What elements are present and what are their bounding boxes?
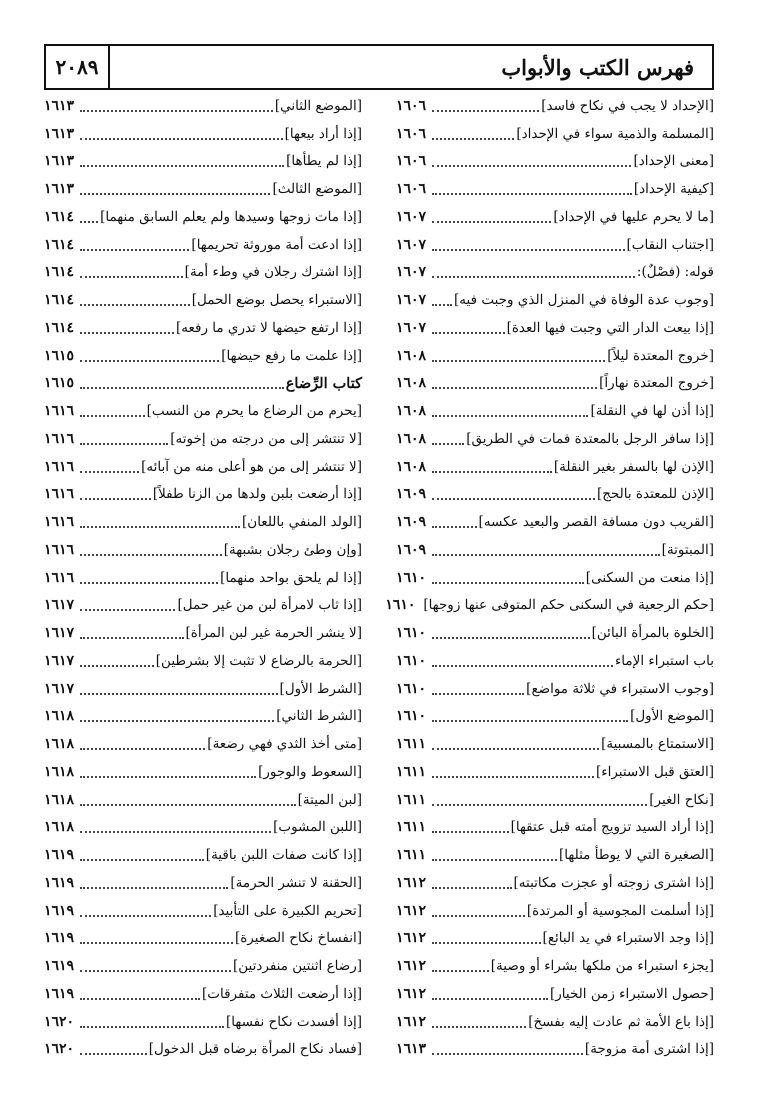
dot-leader (80, 138, 283, 140)
index-entry (44, 342, 362, 370)
entry-title: [إذا أراد بيعها] (284, 125, 362, 142)
index-entry (44, 175, 362, 203)
dot-leader (432, 748, 599, 750)
entry-title: [تحريم الكبيرة على التأبيد] (213, 902, 362, 919)
index-entry (44, 481, 362, 509)
entry-page-number: ١٦١٨ (44, 763, 75, 780)
dot-leader (80, 526, 240, 528)
entry-title: [لا تنتشر إلى من هو أعلى منه من آبائه] (141, 458, 362, 475)
entry-title: [اللبن المشوب] (273, 819, 362, 836)
index-entry (44, 675, 362, 703)
entry-page-number: ١٦١٠ (396, 680, 427, 697)
index-entry (44, 92, 362, 120)
entry-title: [إذا مات زوجها وسيدها ولم يعلم السابق منهما] (100, 208, 362, 225)
dot-leader (432, 637, 590, 639)
dot-leader (432, 1026, 526, 1028)
entry-title: [المبتوتة] (661, 541, 714, 558)
index-entry (396, 453, 714, 481)
entry-page-number: ١٦٠٧ (396, 236, 427, 253)
index-entry (396, 980, 714, 1008)
dot-leader (432, 387, 597, 389)
entry-title: [الموضع الأول] (630, 708, 714, 725)
entry-title: [إذا علمت ما رفع حيضها] (221, 347, 362, 364)
index-entry (44, 508, 362, 536)
dot-leader (432, 138, 514, 140)
entry-page-number: ١٦١٦ (44, 514, 75, 531)
entry-title: [إذا منعت من السكنى] (585, 569, 714, 586)
dot-leader (80, 748, 205, 750)
header-title-area (110, 46, 712, 88)
entry-title: [لبن الميتة] (297, 791, 362, 808)
dot-leader (432, 276, 635, 278)
entry-title: [ما لا يحرم عليها في الإحداد] (553, 208, 714, 225)
index-entry (44, 231, 362, 259)
entry-page-number: ١٦١٩ (44, 874, 75, 891)
entry-title: [الخلوة بالمرأة البائن] (591, 625, 714, 642)
index-column-left (44, 92, 362, 1092)
entry-title: [الاستمتاع بالمسبية] (601, 736, 714, 753)
dot-leader (80, 221, 98, 223)
index-columns (44, 92, 714, 1092)
index-entry (44, 814, 362, 842)
index-entry (44, 925, 362, 953)
entry-title: [الإحداد لا يجب في نكاح فاسد] (541, 97, 714, 114)
dot-leader (432, 693, 524, 695)
entry-page-number: ١٦٢٠ (44, 1013, 75, 1030)
entry-page-number: ١٦١٣ (44, 181, 75, 198)
dot-leader (432, 804, 647, 806)
entry-title: [رضاع اثنتين منفردتين] (233, 958, 362, 975)
dot-leader (432, 720, 628, 722)
entry-page-number: ١٦١٤ (44, 319, 75, 336)
index-entry (44, 703, 362, 731)
entry-page-number: ١٦١٢ (396, 985, 427, 1002)
entry-page-number: ١٦١٦ (44, 569, 75, 586)
dot-leader (80, 165, 284, 167)
dot-leader (80, 998, 200, 1000)
entry-title: [وجوب الاستبراء في ثلاثة مواضع] (526, 680, 714, 697)
index-entry (396, 481, 714, 509)
index-entry (44, 1036, 362, 1064)
index-entry (396, 1008, 714, 1036)
dot-leader (432, 776, 594, 778)
dot-leader (432, 360, 605, 362)
dot-leader (432, 942, 541, 944)
index-entry (396, 730, 714, 758)
dot-leader (432, 915, 525, 917)
entry-page-number: ١٦٠٨ (396, 458, 427, 475)
dot-leader (80, 804, 296, 806)
index-entry (44, 1008, 362, 1036)
entry-page-number: ١٦١٦ (44, 458, 75, 475)
index-entry (44, 980, 362, 1008)
entry-title: [إذا أذن لها في النقلة] (590, 403, 714, 420)
entry-title: [إذا أراد السيد تزويج أمته قبل عتقها] (510, 819, 714, 836)
dot-leader (80, 970, 231, 972)
entry-title: [لا ينشر الحرمة غير لبن المرأة] (185, 625, 362, 642)
index-entry (44, 841, 362, 869)
index-entry (396, 92, 714, 120)
index-entry (396, 397, 714, 425)
entry-page-number: ١٦١١ (396, 736, 427, 753)
entry-page-number: ١٦١٢ (396, 874, 427, 891)
entry-page-number: ١٦٠٨ (396, 430, 427, 447)
entry-title: [إذا كانت صفات اللبن باقية] (205, 847, 362, 864)
entry-title: [وجوب عدة الوفاة في المنزل الذي وجبت فيه] (454, 292, 714, 309)
entry-title: [حصول الاستبراء زمن الخيار] (549, 985, 714, 1002)
entry-title: [الاستبراء يحصل بوضع الحمل] (191, 292, 362, 309)
entry-page-number: ١٦٠٩ (396, 486, 427, 503)
dot-leader (80, 720, 274, 722)
entry-title: [انفساخ نكاح الصغيرة] (234, 930, 362, 947)
dot-leader (432, 471, 552, 473)
dot-leader (80, 276, 183, 278)
entry-page-number: ١٦١١ (396, 791, 427, 808)
index-entry (44, 619, 362, 647)
entry-title: [وإن وطئ رجلان بشبهة] (223, 541, 362, 558)
dot-leader (80, 471, 139, 473)
dot-leader (432, 554, 660, 556)
index-entry (396, 370, 714, 398)
entry-page-number: ١٦١٢ (396, 902, 427, 919)
dot-leader (80, 693, 278, 695)
dot-leader (80, 831, 271, 833)
entry-page-number: ١٦١٥ (44, 375, 75, 392)
entry-title: قوله: (فصْلٌ): (636, 264, 714, 281)
dot-leader (80, 609, 175, 611)
page-number: ٢٠٨٩ (46, 46, 110, 88)
index-entry (44, 758, 362, 786)
index-entry (396, 897, 714, 925)
index-entry (44, 397, 362, 425)
entry-title: [الولد المنفي باللعان] (242, 514, 362, 531)
index-entry (44, 259, 362, 287)
dot-leader (432, 443, 464, 445)
entry-title: [إذا ثاب لامرأة لبن من غير حمل] (177, 597, 362, 614)
entry-page-number: ١٦١٩ (44, 958, 75, 975)
dot-leader (432, 970, 489, 972)
dot-leader (432, 332, 505, 334)
entry-page-number: ١٦١١ (396, 763, 427, 780)
entry-page-number: ١٦٠٧ (396, 292, 427, 309)
index-entry (396, 425, 714, 453)
dot-leader (432, 249, 625, 251)
dot-leader (80, 332, 174, 334)
entry-page-number: ١٦٠٦ (396, 97, 427, 114)
index-entry (396, 148, 714, 176)
entry-title: [كيفية الإحداد] (633, 181, 714, 198)
entry-page-number: ١٦١٦ (44, 403, 75, 420)
index-entry (44, 425, 362, 453)
entry-title: [إذا أفسدت نكاح نفسها] (226, 1013, 362, 1030)
entry-page-number: ١٦١١ (396, 847, 427, 864)
entry-page-number: ١٦٢٠ (44, 1041, 75, 1058)
entry-page-number: ١٦١٣ (396, 1041, 427, 1058)
entry-title: [إذا ادعت أمة موروثة تحريمها] (191, 236, 362, 253)
dot-leader (80, 776, 256, 778)
entry-title: [معنى الإحداد] (633, 153, 714, 170)
entry-page-number: ١٦١٥ (44, 347, 75, 364)
entry-title: [إذا اشترك رجلان في وطء أمة] (184, 264, 362, 281)
index-entry (396, 259, 714, 287)
entry-page-number: ١٦١٤ (44, 236, 75, 253)
index-entry (385, 592, 714, 620)
entry-title: [إذا أسلمت المجوسية أو المرتدة] (526, 902, 714, 919)
entry-title: [العتق قبل الاستبراء] (595, 763, 714, 780)
entry-title: [إذا لم يلحق بواحد منهما] (220, 569, 362, 586)
index-entry (44, 564, 362, 592)
dot-leader (80, 110, 273, 112)
dot-leader (80, 193, 270, 195)
entry-title: [خروج المعتدة نهاراً] (599, 375, 714, 392)
index-entry (396, 120, 714, 148)
index-entry (396, 703, 714, 731)
dot-leader (80, 249, 189, 251)
entry-page-number: ١٦١٩ (44, 847, 75, 864)
entry-page-number: ١٦١٨ (44, 819, 75, 836)
entry-title: [الإذن لها بالسفر بغير النقلة] (553, 458, 714, 475)
page-header (44, 44, 714, 90)
entry-page-number: ١٦٠٧ (396, 264, 427, 281)
entry-title: [إذا ارتفع حيضها لا تدري ما رفعه] (176, 319, 362, 336)
dot-leader (432, 498, 595, 500)
entry-page-number: ١٦١٤ (44, 208, 75, 225)
dot-leader (80, 443, 168, 445)
index-entry (396, 175, 714, 203)
index-entry (44, 869, 362, 897)
entry-page-number: ١٦٠٧ (396, 319, 427, 336)
dot-leader (80, 665, 154, 667)
entry-title: كتاب الرِّضاع (285, 374, 362, 392)
entry-page-number: ١٦١٨ (44, 791, 75, 808)
entry-page-number: ١٦١٩ (44, 985, 75, 1002)
dot-leader (432, 221, 551, 223)
dot-leader (80, 415, 145, 417)
entry-title: [الموضع الثالث] (272, 181, 362, 198)
index-entry (396, 925, 714, 953)
dot-leader (80, 1053, 147, 1055)
entry-page-number: ١٦١٣ (44, 153, 75, 170)
entry-page-number: ١٦١٦ (44, 430, 75, 447)
index-entry (44, 897, 362, 925)
index-entry (44, 203, 362, 231)
entry-page-number: ١٦١٠ (396, 625, 427, 642)
entry-title: [إذا وجد الاستبراء في يد البائع] (542, 930, 714, 947)
dot-leader (432, 304, 452, 306)
dot-leader (80, 942, 233, 944)
entry-title: [إذا أرضعت بلبن ولدها من الزنا طفلاً] (152, 486, 362, 503)
entry-title: [إذا اشترى أمة مزوجة] (584, 1041, 714, 1058)
index-entry (396, 1036, 714, 1064)
entry-title: [يجزء استبراء من ملكها بشراء أو وصية] (490, 958, 714, 975)
entry-page-number: ١٦٠٩ (396, 514, 427, 531)
dot-leader (80, 304, 190, 306)
entry-page-number: ١٦١٧ (44, 625, 75, 642)
dot-leader (432, 998, 548, 1000)
entry-page-number: ١٦١٧ (44, 597, 75, 614)
entry-title: [الإذن للمعتدة بالحج] (596, 486, 714, 503)
entry-page-number: ١٦١٨ (44, 736, 75, 753)
dot-leader (432, 415, 588, 417)
index-entry (44, 786, 362, 814)
dot-leader (80, 498, 151, 500)
entry-page-number: ١٦١٩ (44, 902, 75, 919)
index-heading (44, 370, 362, 398)
entry-page-number: ١٦١٩ (44, 930, 75, 947)
entry-title: [الصغيرة التي لا يوطأ مثلها] (559, 847, 714, 864)
entry-title: [إذا بيعت الدار التي وجبت فيها العدة] (506, 319, 714, 336)
index-column-right (385, 92, 714, 1092)
dot-leader (80, 582, 218, 584)
entry-page-number: ١٦٠٦ (396, 153, 427, 170)
index-entry (44, 148, 362, 176)
dot-leader (80, 1026, 224, 1028)
entry-page-number: ١٦١٢ (396, 1013, 427, 1030)
index-entry (396, 314, 714, 342)
entry-page-number: ١٦١٠ (385, 597, 416, 614)
entry-title: [القريب دون مسافة القصر والبعيد عكسه] (478, 514, 714, 531)
entry-title: [السعوط والوجور] (258, 763, 362, 780)
dot-leader (432, 859, 557, 861)
dot-leader (432, 1053, 583, 1055)
index-entry (44, 120, 362, 148)
entry-title: [إذا سافر الرجل بالمعتدة فمات في الطريق] (466, 430, 714, 447)
entry-page-number: ١٦١٧ (44, 652, 75, 669)
index-entry (396, 841, 714, 869)
entry-page-number: ١٦١٠ (396, 652, 427, 669)
dot-leader (432, 193, 632, 195)
dot-leader (80, 859, 204, 861)
entry-title: [لا تنتشر إلى من درجته من إخوته] (170, 430, 362, 447)
entry-title: [متى أخذ الثدي فهي رضعة] (207, 736, 362, 753)
entry-page-number: ١٦١٠ (396, 708, 427, 725)
entry-page-number: ١٦٠٨ (396, 347, 427, 364)
dot-leader (80, 887, 228, 889)
dot-leader (80, 360, 219, 362)
entry-page-number: ١٦١٧ (44, 680, 75, 697)
entry-page-number: ١٦٠٨ (396, 403, 427, 420)
index-entry (44, 592, 362, 620)
dot-leader (432, 110, 539, 112)
dot-leader (432, 582, 584, 584)
entry-title: [اجتناب النقاب] (626, 236, 714, 253)
entry-title: [خروج المعتدة ليلاً] (607, 347, 714, 364)
entry-title: [فساد نكاح المرأة برضاه قبل الدخول] (148, 1041, 362, 1058)
index-entry (396, 203, 714, 231)
entry-page-number: ١٦١١ (396, 819, 427, 836)
entry-page-number: ١٦٠٨ (396, 375, 427, 392)
index-entry (396, 508, 714, 536)
entry-page-number: ١٦٠٩ (396, 541, 427, 558)
index-entry (44, 286, 362, 314)
dot-leader (80, 554, 222, 556)
dot-leader (80, 915, 211, 917)
entry-title: [حكم الرجعية في السكنى حكم المتوفى عنها زوجها] (423, 597, 714, 614)
entry-page-number: ١٦١٢ (396, 958, 427, 975)
dot-leader (432, 831, 509, 833)
index-entry (396, 536, 714, 564)
entry-page-number: ١٦١٢ (396, 930, 427, 947)
entry-page-number: ١٦٠٦ (396, 125, 427, 142)
entry-page-number: ١٦١٨ (44, 708, 75, 725)
entry-page-number: ١٦١٦ (44, 541, 75, 558)
index-entry (44, 730, 362, 758)
entry-page-number: ١٦٠٧ (396, 208, 427, 225)
entry-page-number: ١٦١٤ (44, 292, 75, 309)
index-entry (396, 952, 714, 980)
entry-page-number: ١٦١٠ (396, 569, 427, 586)
dot-leader (432, 665, 613, 667)
entry-page-number: ١٦١٣ (44, 125, 75, 142)
entry-title: [إذا اشترى زوجته أو عجزت مكاتبته] (513, 874, 714, 891)
index-entry (44, 647, 362, 675)
index-entry (396, 814, 714, 842)
index-entry (396, 869, 714, 897)
entry-title: [الشرط الأول] (279, 680, 362, 697)
entry-title: [الحرمة بالرضاع لا تثبت إلا بشرطين] (155, 652, 362, 669)
entry-title: [الموضع الثاني] (274, 97, 362, 114)
index-entry (44, 314, 362, 342)
dot-leader (432, 165, 631, 167)
index-entry (396, 231, 714, 259)
dot-leader (80, 637, 184, 639)
entry-page-number: ١٦٠٦ (396, 181, 427, 198)
index-entry (396, 675, 714, 703)
entry-title: [إذا باع الأمة ثم عادت إليه بفسخ] (528, 1013, 714, 1030)
index-entry (44, 952, 362, 980)
entry-page-number: ١٦١٦ (44, 486, 75, 503)
index-entry (44, 536, 362, 564)
index-entry (396, 647, 714, 675)
entry-title: باب استبراء الإماء (614, 652, 714, 669)
index-entry (44, 453, 362, 481)
dot-leader (432, 526, 477, 528)
entry-page-number: ١٦١٣ (44, 97, 75, 114)
index-entry (396, 758, 714, 786)
entry-title: [إذا أرضعت الثلاث متفرقات] (202, 985, 362, 1002)
index-entry (396, 564, 714, 592)
entry-title: [نكاح الغير] (649, 791, 714, 808)
entry-title: [الحقنة لا تنشر الحرمة] (230, 874, 362, 891)
entry-title: [يحرم من الرضاع ما يحرم من النسب] (146, 403, 362, 420)
index-entry (396, 619, 714, 647)
dot-leader (432, 887, 512, 889)
index-entry (396, 342, 714, 370)
entry-title: [الشرط الثاني] (276, 708, 362, 725)
dot-leader (80, 387, 284, 389)
index-entry (396, 786, 714, 814)
entry-title: [المسلمة والذمية سواء في الإحداد] (516, 125, 714, 142)
entry-title: [إذا لم يطأها] (286, 153, 362, 170)
page-title: فهرس الكتب والأبواب (501, 54, 694, 80)
entry-page-number: ١٦١٤ (44, 264, 75, 281)
index-entry (396, 286, 714, 314)
